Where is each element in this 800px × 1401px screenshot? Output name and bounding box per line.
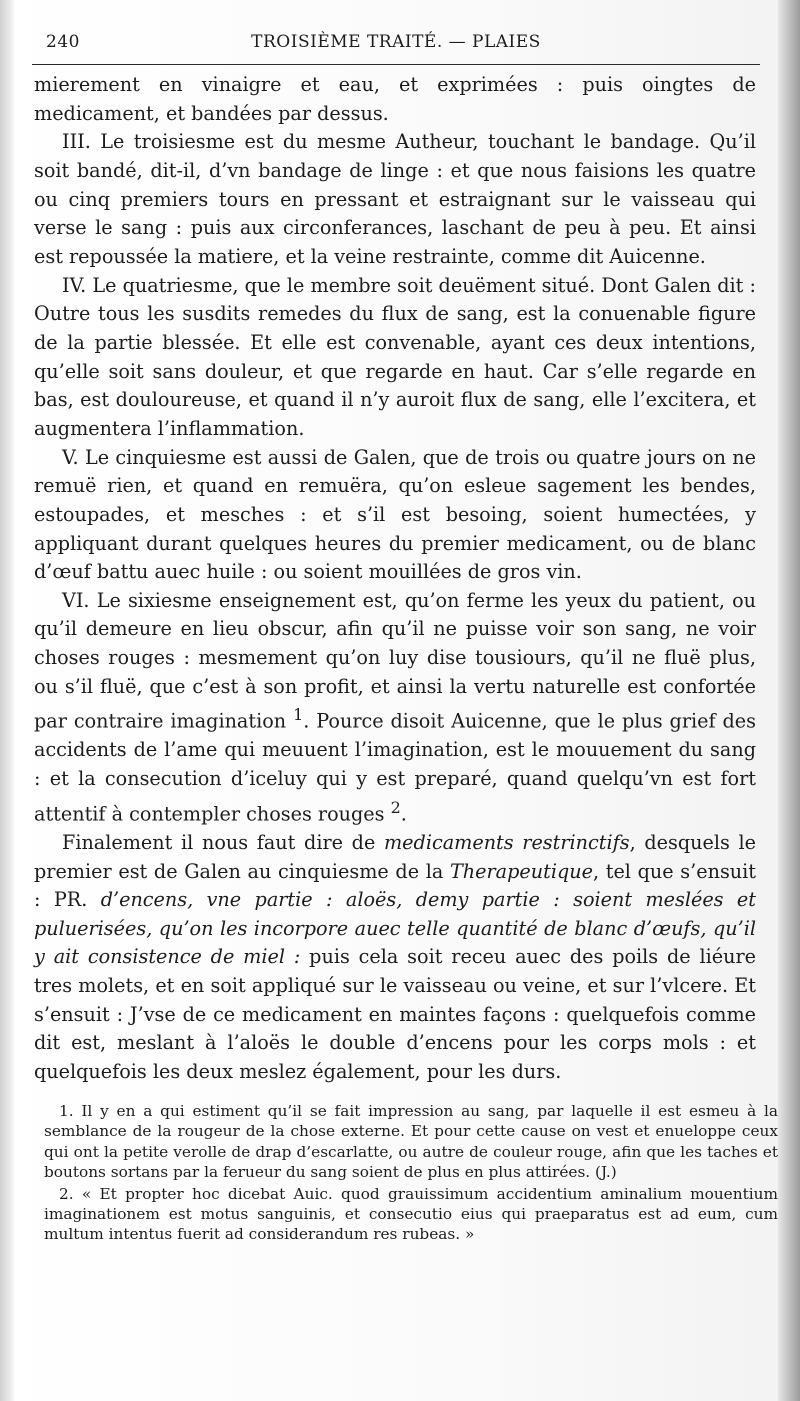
final-text-4: puis cela soit receu auec des poils de liéure tres molets, et en soit appliqué sur le vaisseau ou veine, et sur l’vlcere. Et s’ensuit : J’vse de ce medicament en maintes façons : quelquefois comme dit est, meslant à l’aloës le double d’encens pour les corps mols : et quelquefois les deux meslez également, pour les durs. — [34, 945, 757, 1084]
page-left-edge-shadow — [0, 0, 14, 1401]
page-number: 240 — [46, 32, 80, 52]
paragraph-vi-text-2: . Pource disoit Auicenne, que le plus grief des accidents de l’ame qui meuuent l’imagination, est le mouuement du sang : et la consecution d’iceluy qui y est preparé, quand quelqu’vn est fort attentif à contempler choses rouges — [34, 709, 757, 826]
paragraph-continuation: mierement en vinaigre et eau, et exprimées : puis oingtes de medicament, et bandées par dessus. — [34, 73, 756, 125]
footnotes — [44, 1101, 778, 1245]
paragraph-vi-text-1: VI. Le sixiesme enseignement est, qu’on ferme les yeux du patient, ou qu’il demeure en lieu obscur, afin qu’il ne puisse voir son sang, ne voir choses rouges : mesmement qu’on luy dise tousiours, qu’il ne fluë plus, ou s’il fluë, que c’est à son profit, et ainsi la vertu naturelle est confortée par contraire imagination — [34, 588, 756, 733]
main-text — [34, 71, 756, 1087]
paragraph-vi — [34, 587, 756, 829]
final-italic-medicaments: medicaments restrinctifs — [383, 830, 630, 854]
paragraph-iii: III. Le troisiesme est du mesme Autheur, touchant le bandage. Qu’il soit bandé, dit-il, d’vn bandage de linge : et que nous faisions les quatre ou cinq premiers tours en pressant et estraignant sur le vaisseau qui verse le sang : puis aux circonferances, laschant de peu à peu. Et ainsi est repoussée la matiere, et la veine restrainte, comme dit Auicenne. — [34, 130, 756, 268]
paragraph-v: V. Le cinquiesme est aussi de Galen, que de trois ou quatre jours on ne remuë rien, et quand en remuëra, qu’on esleue sagement les bendes, estoupades, et mesches : et s’il est besoing, soient humectées, y appliquant durant quelques heures du premier medicament, ou de blanc d’œuf battu auec huile : ou soient mouillées de gros vin. — [34, 445, 756, 584]
page-header — [32, 30, 760, 58]
paragraph-iv: IV. Le quatriesme, que le membre soit deuëment situé. Dont Galen dit : Outre tous les susdits remedes du flux de sang, est la conuenable figure de la partie blessée. Et elle est convenable, ayant ces deux intentions, qu’elle soit sans douleur, et que regarde en haut. Car s’elle regarde en bas, est douloureuse, et quand il n’y auroit flux de sang, elle l’excitera, et augmentera l’inflammation. — [34, 273, 756, 440]
final-text-2: , desquels le premier est de Galen au cinquiesme de la — [34, 830, 756, 883]
final-text-1: Finalement il nous faut dire de — [62, 830, 384, 854]
footnote-ref-1: 1 — [293, 705, 304, 725]
final-text-3: , tel que s’ensuit : PR. — [34, 859, 756, 912]
final-italic-recipe: d’encens, vne partie : aloës, demy partie : soient meslées et puluerisées, qu’on les incorpore auec telle quantité de blanc d’œufs, qu’il y ait consistence de miel : — [34, 888, 756, 969]
header-rule — [32, 64, 760, 65]
page-right-edge-shadow — [778, 0, 800, 1401]
footnote-ref-2: 2 — [390, 797, 401, 817]
paragraph-vi-text-3: . — [400, 802, 407, 826]
footnote-2: 2. « Et propter hoc dicebat Auic. quod grauissimum accidentium aminalium mouentium imaginationem est motus sanguinis, et consecutio eius qui praeparatus est ad eum, cum multum intentus fuerit ad considerandum res rubeas. » — [44, 1184, 778, 1244]
footnote-1: 1. Il y en a qui estiment qu’il se fait impression au sang, par laquelle il est esmeu à la semblance de la rougeur de la chose externe. Et pour cette cause on vest et enueloppe ceux qui ont la petite verolle de drap d’escarlatte, ou autre de couleur rouge, afin que les taches et boutons sortans par la ferueur du sang soient de plus en plus attirées. (J.) — [44, 1102, 778, 1182]
running-head: TROISIÈME TRAITÉ. — PLAIES — [251, 32, 541, 52]
final-italic-therapeutique: Therapeutique — [450, 859, 593, 883]
paragraph-final — [34, 829, 756, 1087]
